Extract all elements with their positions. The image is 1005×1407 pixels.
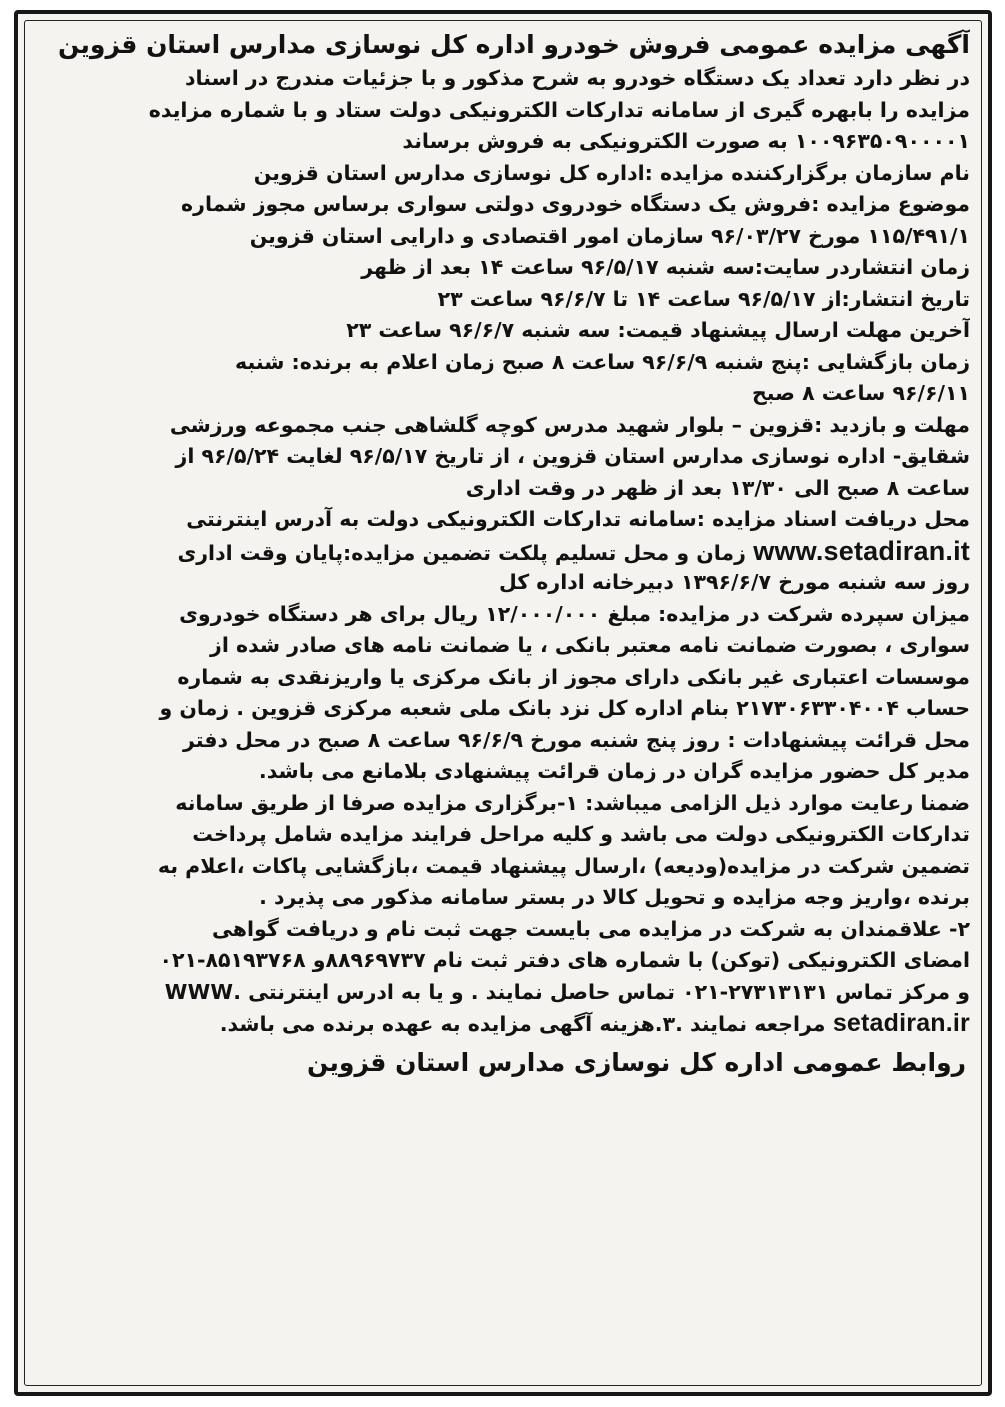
notice-line: محل دریافت اسناد مزایده :سامانه تدارکات الکترونیکی دولت به آدرس اینترنتی: [186, 507, 970, 531]
notice-content: [38, 28, 970, 1082]
notice-line: میزان سپرده شرکت در مزایده: مبلغ ۱۲/۰۰۰/۰۰۰ ریال برای هر دستگاه خودروی: [179, 601, 970, 626]
setadiran-link[interactable]: www.setadiran.it: [753, 535, 970, 566]
notice-line-text: زمان و محل تسلیم پلکت تضمین مزایده:پایان وقت اداری: [177, 540, 746, 565]
notice-line: مهلت و بازدید :قزوین – بلوار شهید مدرس کوچه گلشاهی جنب مجموعه ورزشی: [169, 412, 970, 437]
notice-line-text: مراجعه نمایند .۳.هزینه آگهی مزایده به عهده برنده می باشد.: [219, 1012, 826, 1036]
notice-line: حساب ۲۱۷۳۰۶۳۳۰۴۰۰۴ بنام اداره کل نزد بانک ملی شعبه مرکزی قزوین . زمان و: [159, 696, 970, 720]
notice-line: شقایق- اداره نوسازی مدارس استان قزوین ، از تاریخ ۹۶/۵/۱۷ لغایت ۹۶/۵/۲۴ از: [175, 444, 970, 468]
notice-line: زمان انتشاردر سایت:سه شنبه ۹۶/۵/۱۷ ساعت ۱۴ بعد از ظهر: [361, 255, 970, 279]
notice-line: تضمین شرکت در مزایده(ودیعه) ،ارسال پیشنهاد قیمت ،بازگشایی پاکات ،اعلام به: [157, 853, 970, 878]
notice-line: ۲- علاقمندان به شرکت در مزایده می بایست جهت ثبت نام و دریافت گواهی: [212, 916, 970, 941]
notice-footer-signature: روابط عمومی اداره کل نوسازی مدارس استان قزوین: [307, 1047, 966, 1077]
notice-line: امضای الکترونیکی (توکن) با شماره های دفتر ثبت نام ۸۸۹۶۹۷۳۷و ۸۵۱۹۳۷۶۸-۰۲۱: [159, 948, 970, 972]
notice-line: محل قرائت پیشنهادات : روز پنج شنبه مورخ ۹۶/۶/۹ ساعت ۸ صبح در محل دفتر: [182, 727, 970, 752]
notice-line: مدیر کل حضور مزایده گران در زمان قرائت پیشنهادی بلامانع می باشد.: [258, 759, 970, 783]
setadiran-ir-link[interactable]: setadiran.ir: [832, 1009, 970, 1037]
notice-title: آگهی مزایده عمومی فروش خودرو اداره کل نوسازی مدارس استان قزوین: [58, 30, 970, 59]
notice-line: تدارکات الکترونیکی دولت می باشد و کلیه مراحل فرایند مزایده شامل پرداخت: [192, 822, 970, 846]
notice-line: سواری ، بصورت ضمانت نامه معتبر بانکی ، یا ضمانت نامه های صادر شده از: [210, 633, 970, 657]
notice-line: آخرین مهلت ارسال پیشنهاد قیمت: سه شنبه ۹۶/۶/۷ ساعت ۲۳: [346, 318, 970, 342]
notice-url-line: [38, 1008, 970, 1040]
notice-line: ۱۱۵/۴۹۱/۱ مورخ ۹۶/۰۳/۲۷ سازمان امور اقتصادی و دارایی استان قزوین: [249, 223, 970, 248]
notice-line: موسسات اعتباری غیر بانکی دارای مجوز از بانک مرکزی یا واریزنقدی به شماره: [177, 664, 970, 689]
notice-line: برنده ،واریز وجه مزایده و تحویل کالا در بستر سامانه مذکور می پذیرد .: [259, 885, 970, 909]
notice-line: ۹۶/۶/۱۱ ساعت ۸ صبح: [752, 381, 970, 405]
notice-line: مزایده را بابهره گیری از سامانه تدارکات الکترونیکی دولت ستاد و با شماره مزایده: [148, 97, 970, 122]
notice-line: ۱۰۰۹۶۳۵۰۹۰۰۰۰۱ به صورت الکترونیکی به فروش برساند: [402, 129, 970, 153]
notice-line: روز سه شنبه مورخ ۱۳۹۶/۶/۷ دبیرخانه اداره کل: [498, 570, 970, 594]
notice-line: در نظر دارد تعداد یک دستگاه خودرو به شرح مذکور و با جزئیات مندرج در اسناد: [185, 66, 970, 90]
notice-url-line: [38, 536, 970, 568]
notice-line: تاریخ انتشار:از ۹۶/۵/۱۷ ساعت ۱۴ تا ۹۶/۶/۷ ساعت ۲۳: [437, 286, 970, 311]
notice-line: زمان بازگشایی :پنج شنبه ۹۶/۶/۹ ساعت ۸ صبح زمان اعلام به برنده: شنبه: [235, 349, 970, 374]
notice-line: و مرکز تماس ۲۷۳۱۳۱۳۱-۰۲۱ تماس حاصل نمایند . و یا به ادرس اینترنتی .WWW: [164, 979, 970, 1004]
notice-line: ساعت ۸ صبح الی ۱۳/۳۰ بعد از ظهر در وقت اداری: [465, 475, 970, 500]
notice-line: ضمنا رعایت موارد ذیل الزامی میباشد: ۱-برگزاری مزایده صرفا از طریق سامانه: [175, 790, 970, 815]
notice-frame: [14, 10, 992, 1396]
notice-line: موضوع مزایده :فروش یک دستگاه خودروی دولتی سواری برساس مجوز شماره: [181, 192, 970, 216]
notice-line: نام سازمان برگزارکننده مزایده :اداره کل نوسازی مدارس استان قزوین: [253, 160, 970, 185]
